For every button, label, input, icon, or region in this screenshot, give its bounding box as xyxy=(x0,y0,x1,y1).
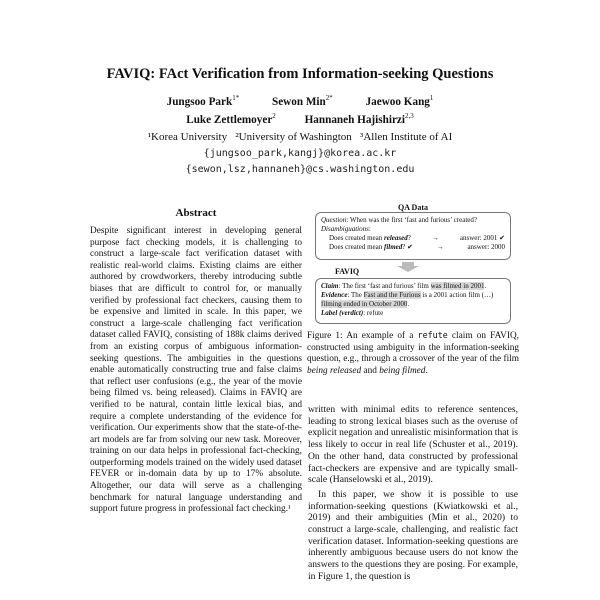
arrow-icon: → xyxy=(436,243,444,251)
question-line: Question: When was the first ‘fast and furious’ created? xyxy=(321,216,478,224)
evidence-line: Evidence: The Fast and the Furious is a 2001 action film (…) filming ended in October 2000. xyxy=(321,291,494,308)
author-line-1 xyxy=(0,94,600,108)
abstract-text: Despite significant interest in developing general purpose fact checking models, it is challenging to construct a large-scale fact verification dataset with realistic real-world claims. Existing claims are either authored by crowdworkers, thereby introducing subtle biases that are difficult to control for, or manually verified by professional fact checkers, causing them to be expensive and limited in scale. In this paper, we construct a large-scale challenging fact verification dataset called FAVIQ, consisting of 188k claims derived from an existing corpus of ambiguous information-seeking questions. The ambiguities in the questions enable automatically constructing true and false claims that reflect user confusions (e.g., the year of the movie being filmed vs. being released). Claims in FAVIQ are verified to be natural, contain little lexical bias, and require a complete understanding of the evidence for verification. Our experiments show that the state-of-the-art models are far from solving our new task. Moreover, training on our data helps in professional fact-checking, outperforming models trained on the widely used dataset FEVER or in-domain data by up to 17% absolute. Altogether, our data will serve as a challenging benchmark for natural language understanding and support future progress in professional fact checking.¹ xyxy=(90,226,302,515)
claim-line: Claim: The first ‘fast and furious’ film was filmed in 2001. xyxy=(321,282,487,290)
email-line-2: {sewon,lsz,hannaneh}@cs.washington.edu xyxy=(185,164,415,175)
disambiguation-row: Does created mean released? → answer: 2001 ✔ xyxy=(329,234,505,242)
qa-data-box xyxy=(315,212,511,260)
verdict-line: Label (verdict): refute xyxy=(321,309,384,317)
email-line-1: {jungsoo_park,kangj}@korea.ac.kr xyxy=(203,148,397,159)
disambiguations-label: Disambiguations: xyxy=(321,225,371,233)
author: Hannaneh Hajishirzi$^{2,3}$ xyxy=(304,112,414,126)
figure-caption: Figure 1: An example of a refute claim on FAVIQ, constructed using ambiguity in the information-seeking question, e.g., through a crossover of the year of the film being released and being filmed. xyxy=(307,330,519,376)
paragraph: written with minimal edits to reference sentences, leading to strong lexical biases such as the overuse of explicit negation and unrealistic misinformation that is less likely to occur in real life (Schuster et al., 2019). On the other hand, data constructed by professional fact-checkers are expensive and are typically small-scale (Hanselowski et al., 2019). xyxy=(308,404,518,486)
abstract-heading: Abstract xyxy=(175,207,217,219)
qa-data-label: QA Data xyxy=(398,203,428,212)
author: Jaewoo Kang$^1$ xyxy=(365,94,434,108)
body-text xyxy=(308,404,518,583)
author: Jungsoo Park$^{1*}$ xyxy=(166,94,240,108)
disambiguation-row: Does created mean filmed? ✔ → answer: 2000 xyxy=(329,243,505,251)
paper-title: FAVIQ: FAct Verification from Information-seeking Questions xyxy=(106,66,494,82)
down-arrow-icon xyxy=(397,262,419,272)
affiliations: ¹Korea University ²University of Washington ³Allen Institute of AI xyxy=(147,131,453,143)
arrow-icon: → xyxy=(431,234,439,242)
author: Luke Zettlemoyer$^2$ xyxy=(186,112,276,126)
author: Sewon Min$^{2*}$ xyxy=(271,94,333,108)
paragraph: In this paper, we show it is possible to use information-seeking questions (Kwiatkowski et al., 2019) and their ambiguities (Min et al., 2020) to construct a large-scale, challenging, and realistic fact verification dataset. Information-seeking questions are inherently ambiguous because users do not know the answers to the questions they are posing. For example, in Figure 1, the question is xyxy=(308,488,518,582)
faviq-label: FAVIQ xyxy=(335,267,360,276)
author-line-2 xyxy=(0,112,600,126)
faviq-box xyxy=(315,278,511,324)
